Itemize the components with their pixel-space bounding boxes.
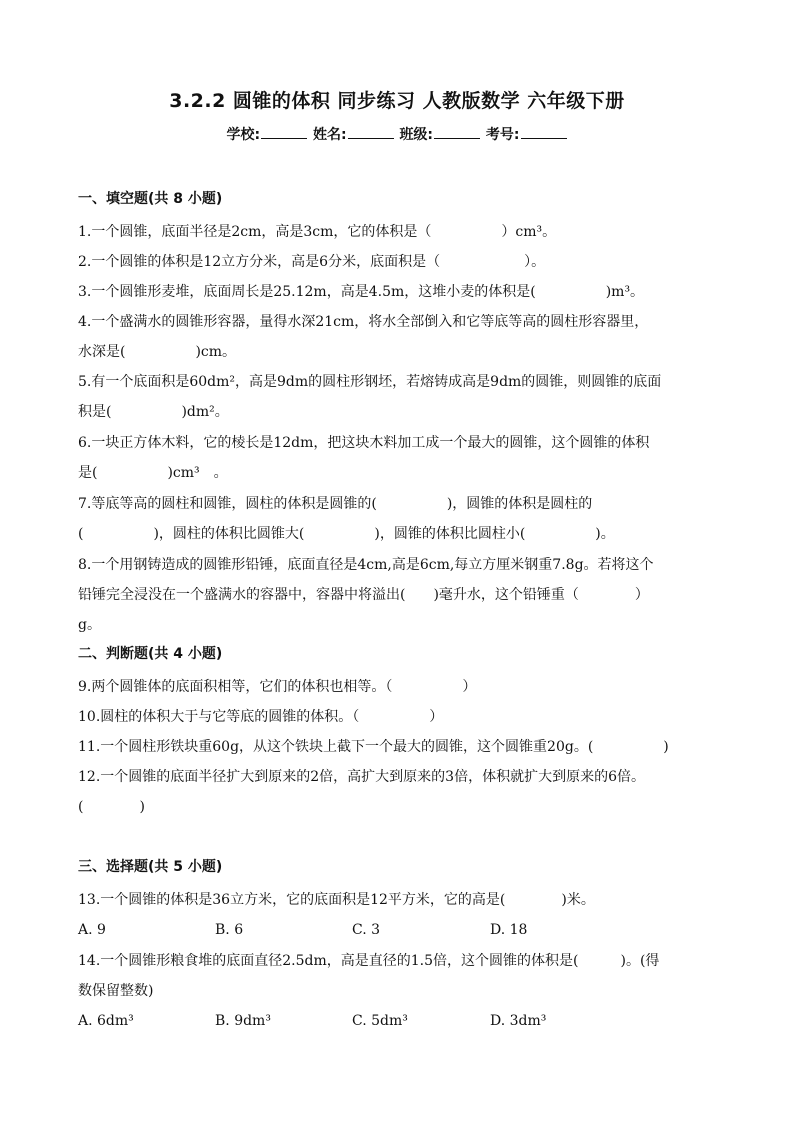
question-13: 13.一个圆锥的体积是36立方米，它的底面积是12平方米，它的高是( )米。 [78, 892, 595, 908]
question-12-line-1: 12.一个圆锥的底面半径扩大到原来的2倍，高扩大到原来的3倍，体积就扩大到原来的6倍。 [78, 769, 645, 785]
name-label: 姓名: [312, 127, 347, 143]
school-label: 学校: [226, 127, 261, 143]
question-3: 3.一个圆锥形麦堆，底面周长是25.12m，高是4.5m，这堆小麦的体积是( )m³。 [78, 284, 645, 300]
question-7-line-1: 7.等底等高的圆柱和圆锥，圆柱的体积是圆锥的( )，圆锥的体积是圆柱的 [78, 496, 593, 512]
class-label: 班级: [399, 127, 434, 143]
question-12-line-2: ( ) [78, 799, 145, 815]
question-13-option-d[interactable]: D. 18 [490, 922, 528, 938]
question-14-line-2: 数保留整数) [78, 983, 154, 999]
question-6-line-2: 是( )cm³ 。 [78, 465, 228, 481]
section-choice-heading: 三、选择题(共 5 小题) [78, 859, 223, 875]
worksheet-title: 3.2.2 圆锥的体积 同步练习 人教版数学 六年级下册 [169, 90, 625, 112]
student-info-line [0, 124, 794, 144]
question-2: 2.一个圆锥的体积是12立方分米，高是6分米，底面积是（ ）。 [78, 254, 546, 270]
question-9: 9.两个圆锥体的底面积相等，它们的体积也相等。（ ） [78, 679, 477, 695]
question-8-line-3: g。 [78, 617, 101, 633]
number-label: 考号: [485, 127, 520, 143]
question-1: 1.一个圆锥，底面半径是2cm，高是3cm，它的体积是（ ）cm³。 [78, 224, 557, 240]
section-judge-heading: 二、判断题(共 4 小题) [78, 646, 223, 662]
question-14-option-d[interactable]: D. 3dm³ [490, 1013, 547, 1029]
question-13-option-c[interactable]: C. 3 [352, 922, 381, 938]
question-8-line-2: 铅锤完全浸没在一个盛满水的容器中，容器中将溢出( )毫升水，这个铅锤重（ ） [78, 587, 649, 603]
section-fill-heading: 一、填空题(共 8 小题) [78, 191, 223, 207]
question-13-option-b[interactable]: B. 6 [215, 922, 244, 938]
question-8-line-1: 8.一个用钢铸造成的圆锥形铅锤，底面直径是4cm,高是6cm,每立方厘米钢重7.8g。若将这个 [78, 557, 654, 573]
number-blank[interactable] [521, 126, 567, 139]
name-blank[interactable] [348, 126, 394, 139]
question-14-option-b[interactable]: B. 9dm³ [215, 1013, 271, 1029]
question-6-line-1: 6.一块正方体木料，它的棱长是12dm，把这块木料加工成一个最大的圆锥，这个圆锥的体积 [78, 435, 650, 451]
question-14-option-a[interactable]: A. 6dm³ [78, 1013, 134, 1029]
question-10: 10.圆柱的体积大于与它等底的圆锥的体积。（ ） [78, 709, 444, 725]
question-7-line-2: ( )，圆柱的体积比圆锥大( )，圆锥的体积比圆柱小( )。 [78, 526, 615, 542]
question-13-option-a[interactable]: A. 9 [78, 922, 106, 938]
question-5-line-2: 积是( )dm²。 [78, 404, 229, 420]
question-14-option-c[interactable]: C. 5dm³ [352, 1013, 408, 1029]
question-11: 11.一个圆柱形铁块重60g，从这个铁块上截下一个最大的圆锥，这个圆锥重20g。( ) [78, 739, 669, 755]
class-blank[interactable] [434, 126, 480, 139]
school-blank[interactable] [261, 126, 307, 139]
question-5-line-1: 5.有一个底面积是60dm²，高是9dm的圆柱形钢坯，若熔铸成高是9dm的圆锥，则圆锥的底面 [78, 374, 662, 390]
question-4-line-2: 水深是( )cm。 [78, 344, 237, 360]
question-4-line-1: 4.一个盛满水的圆锥形容器，量得水深21cm，将水全部倒入和它等底等高的圆柱形容器里， [78, 314, 649, 330]
question-14-line-1: 14.一个圆锥形粮食堆的底面直径2.5dm，高是直径的1.5倍，这个圆锥的体积是( )。(得 [78, 953, 660, 969]
